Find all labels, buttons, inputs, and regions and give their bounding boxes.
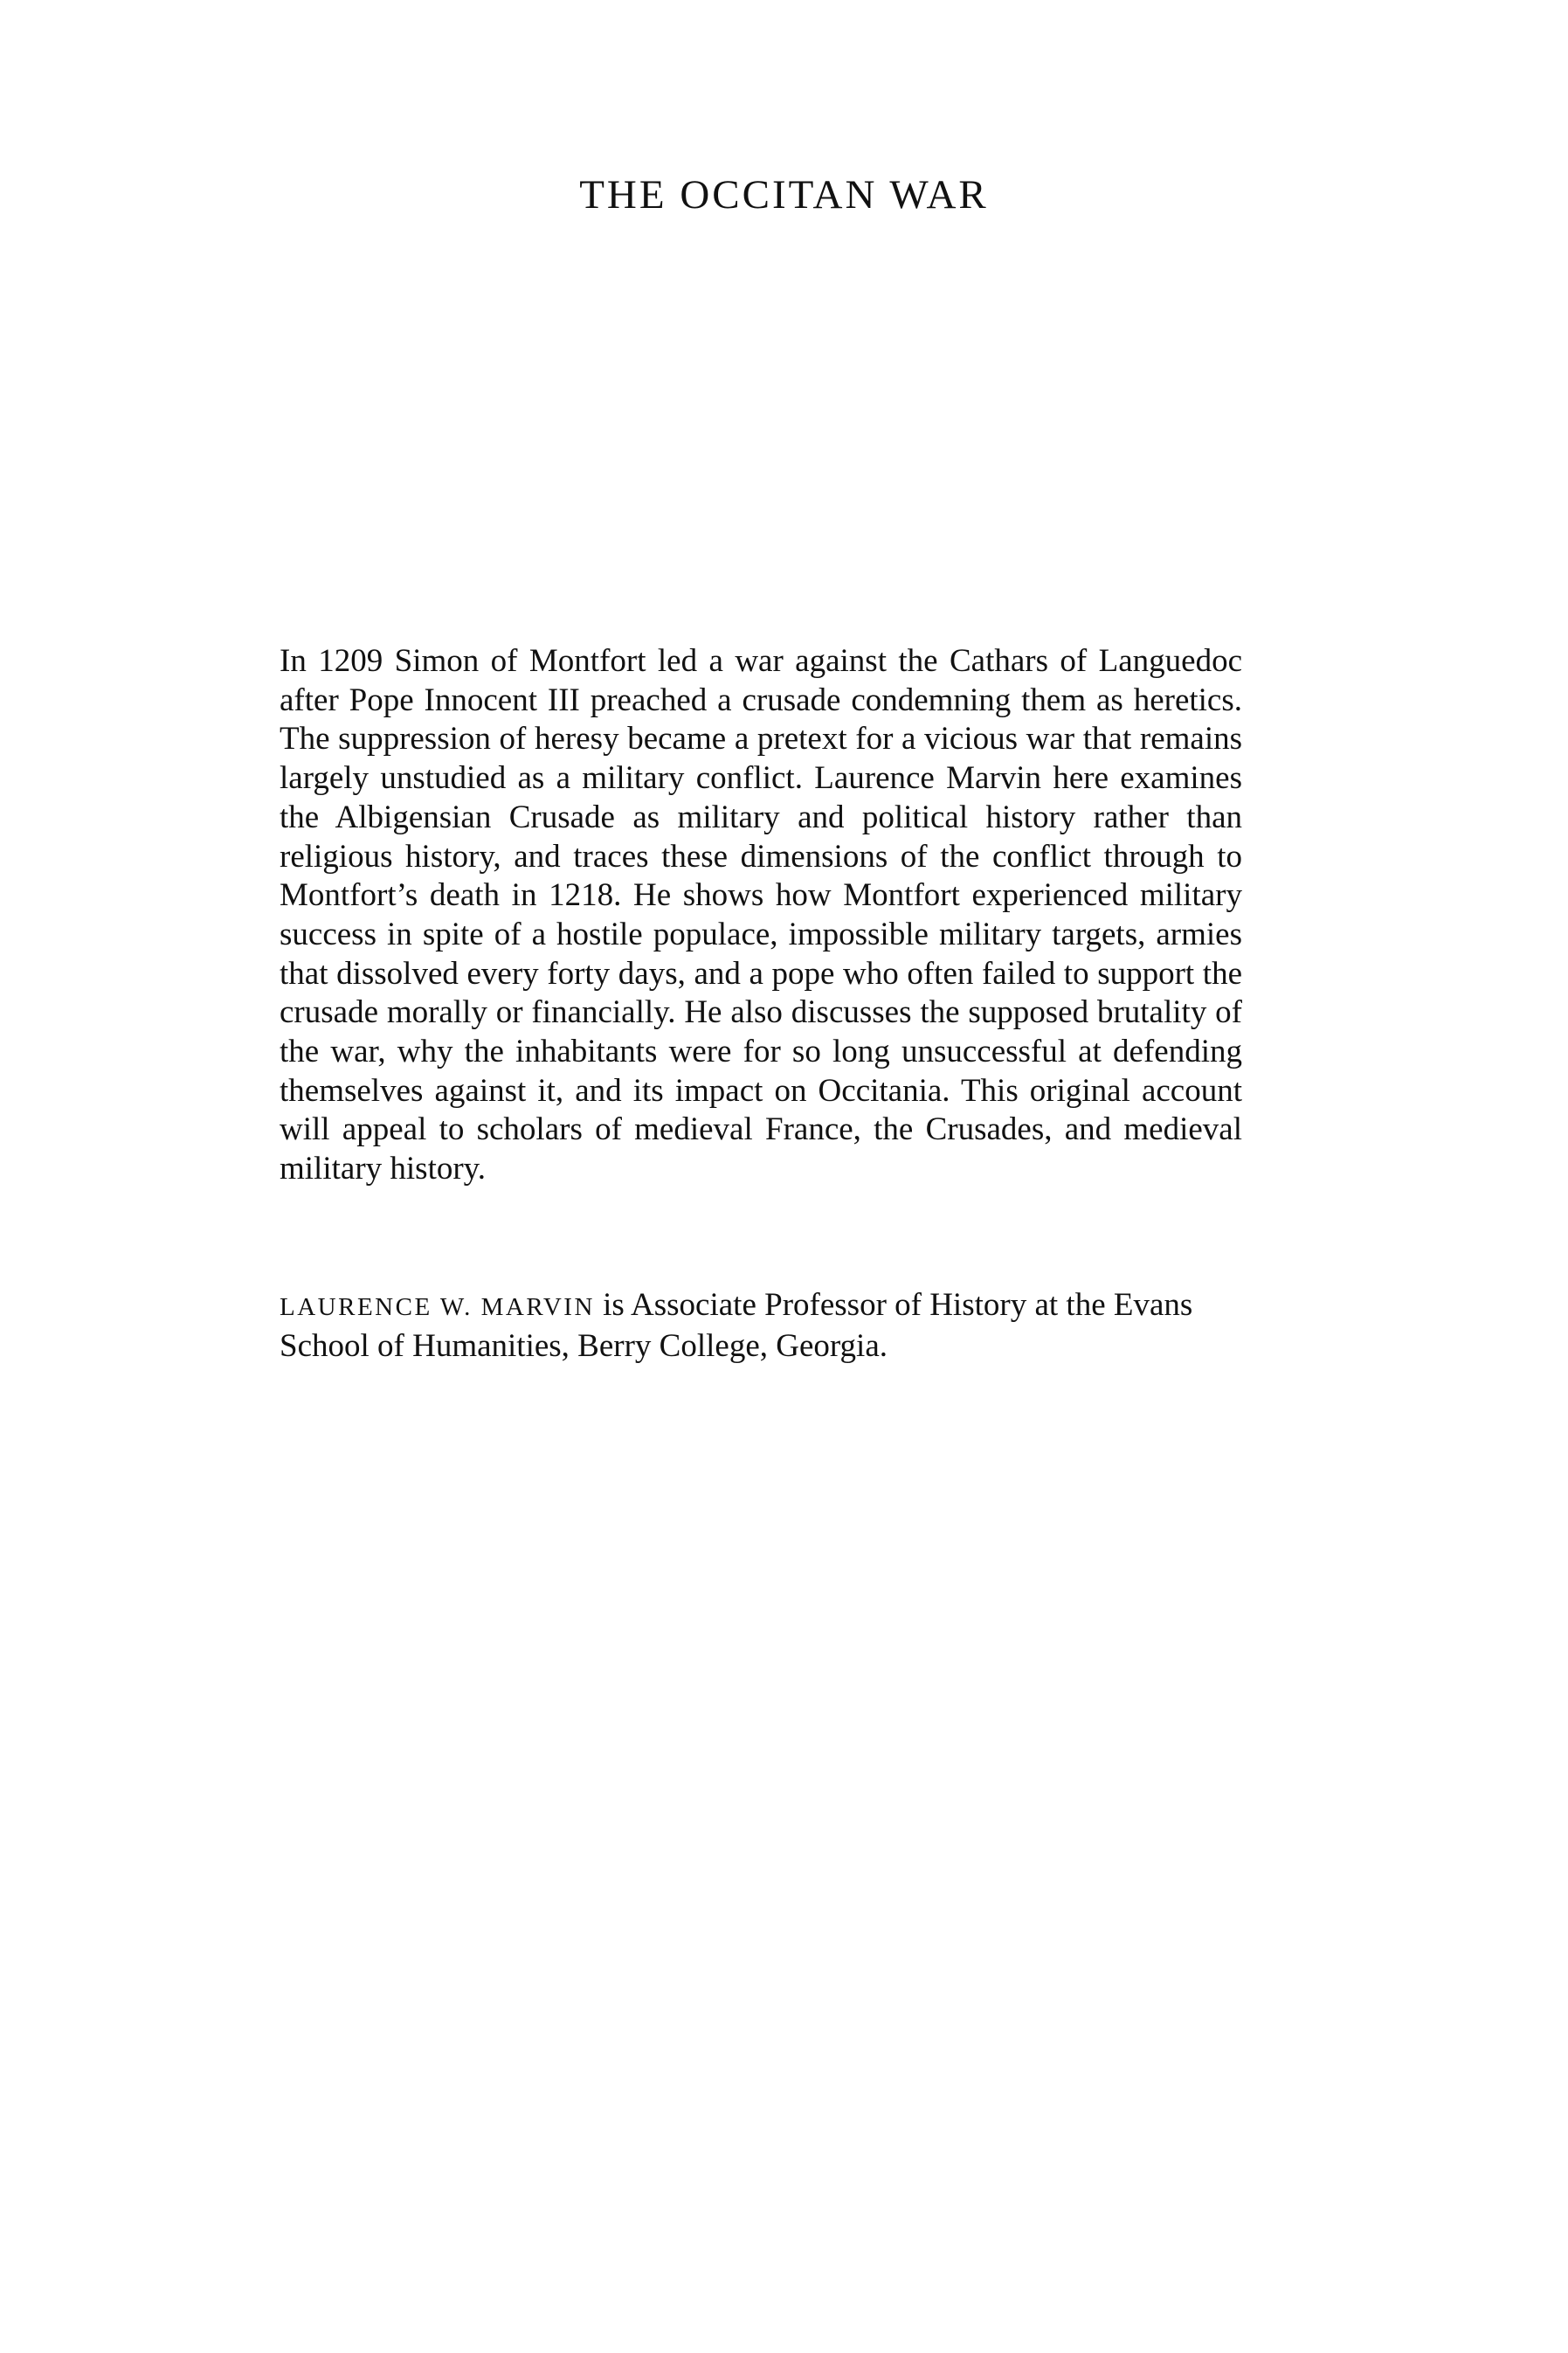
book-title: THE OCCITAN WAR [579,172,989,218]
author-name: LAURENCE W. MARVIN [280,1293,595,1321]
author-biography [280,1286,1242,1366]
book-description: In 1209 Simon of Montfort led a war against the Cathars of Languedoc after Pope Innocent III preached a crusade condemning them as heretics. The suppression of heresy became a pretext for a vicious war that remains largely unstudied as a military conflict. Laurence Marvin here examines the Albigensian Crusade as military and political history rather than religious history, and traces these dimensions of the conflict through to Montfort’s death in 1218. He shows how Montfort experienced military success in spite of a hostile populace, impossible military targets, armies that dissolved every forty days, and a pope who often failed to support the crusade morally or financially. He also discusses the supposed brutality of the war, why the inhabitants were for so long unsuccessful at defending themselves against it, and its impact on Occitania. This original account will appeal to scholars of medieval France, the Crusades, and medieval military history. [280,643,1242,1187]
author-bio-text: is Associate Professor of History at the Evans School of Humanities, Berry College, Georgia. [280,1287,1193,1364]
